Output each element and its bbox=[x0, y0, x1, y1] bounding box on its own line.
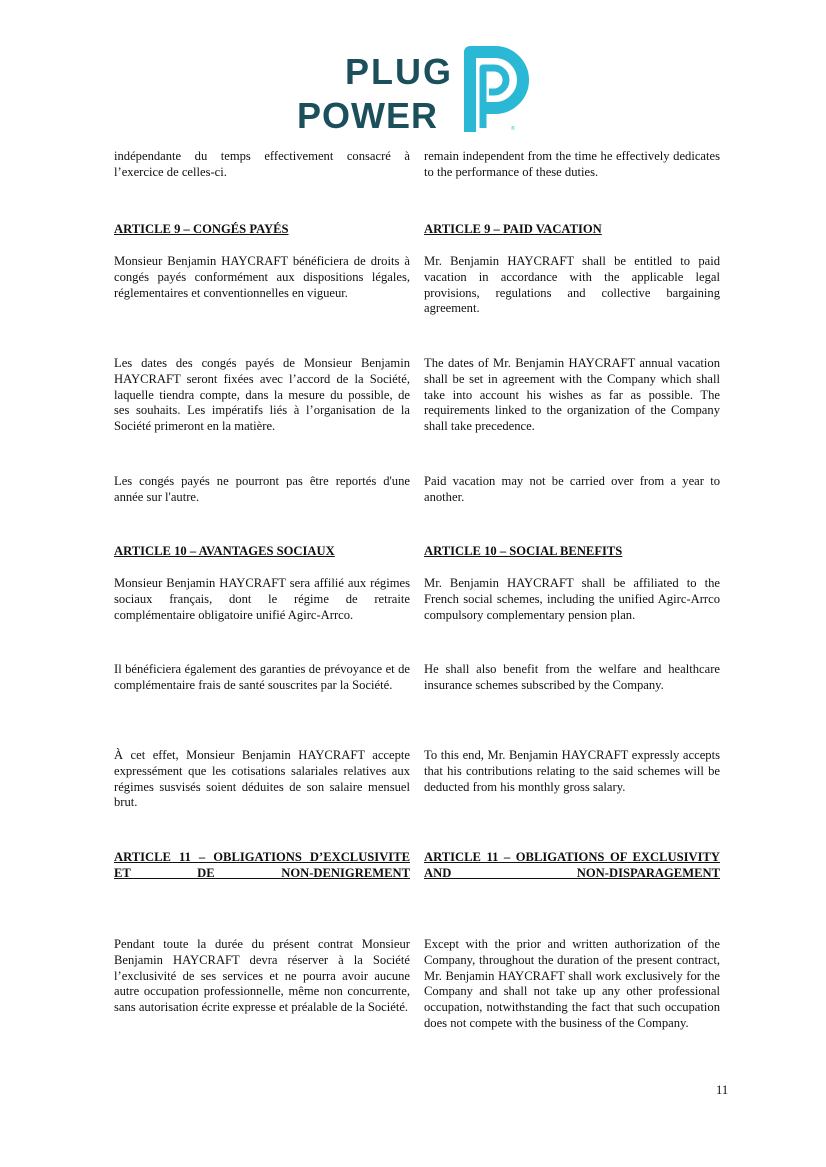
article-10-p1-fr: Monsieur Benjamin HAYCRAFT sera affilié aux régimes sociaux français, dont le régime de retraite complémentaire obligatoire unifié Agirc-Arrco. bbox=[114, 576, 410, 622]
article-11-heading-en: ARTICLE 11 – OBLIGATIONS OF EXCLUSIVITY AND NON-DISPARAGEMENT bbox=[424, 850, 720, 880]
article-11-p1-en: Except with the prior and written authorization of the Company, throughout the duration of the present contract, Mr. Benjamin HAYCRAFT shall work exclusively for the Company and shall not take up any other professional occupation, notwithstanding the fact that such occupation does not compete with the business of the Company. bbox=[424, 937, 720, 1030]
article-9-p1-en: Mr. Benjamin HAYCRAFT shall be entitled to paid vacation in accordance with the applicable legal provisions, regulations and collective bargaining agreement. bbox=[424, 254, 720, 316]
logo-text-line1: PLUG bbox=[345, 51, 454, 92]
intro-fr: indépendante du temps effectivement consacré à l’exercice de celles-ci. bbox=[114, 149, 410, 179]
article-9-p2-fr: Les dates des congés payés de Monsieur Benjamin HAYCRAFT seront fixées avec l’accord de la Société, laquelle tiendra compte, dans la mesure du possible, de ses souhaits. Les impératifs liés à l’organisation de la Société primeront en la matière. bbox=[114, 356, 410, 434]
article-9-p2-en: The dates of Mr. Benjamin HAYCRAFT annual vacation shall be set in agreement with the Company which shall take into account his wishes as far as possible. The requirements linked to the organization of the Company shall take precedence. bbox=[424, 356, 720, 434]
intro-en: remain independent from the time he effectively dedicates to the performance of these duties. bbox=[424, 149, 720, 179]
article-10-p3-fr: À cet effet, Monsieur Benjamin HAYCRAFT accepte expressément que les cotisations salariales relatives aux régimes susvisés soient déduites de son salaire mensuel brut. bbox=[114, 748, 410, 810]
plug-power-logo bbox=[295, 46, 535, 134]
article-10-p2-fr: Il bénéficiera également des garanties de prévoyance et de complémentaire frais de santé souscrites par la Société. bbox=[114, 662, 410, 692]
article-10-heading-en: ARTICLE 10 – SOCIAL BENEFITS bbox=[424, 544, 623, 558]
svg-text:®: ® bbox=[511, 126, 515, 132]
article-9-p3-fr: Les congés payés ne pourront pas être reportés d'une année sur l'autre. bbox=[114, 474, 410, 504]
plug-power-p-mark-icon bbox=[470, 52, 523, 132]
article-11-heading-fr: ARTICLE 11 – OBLIGATIONS D’EXCLUSIVITE ET DE NON-DENIGREMENT bbox=[114, 850, 410, 880]
article-11-p1-fr: Pendant toute la durée du présent contrat Monsieur Benjamin HAYCRAFT devra réserver à la Société l’exclusivité de ses services et ne pourra avoir aucune autre occupation professionnelle, même non concurrente, sans autorisation écrite expresse et préalable de la Société. bbox=[114, 937, 410, 1015]
article-10-heading-fr: ARTICLE 10 – AVANTAGES SOCIAUX bbox=[114, 544, 335, 558]
article-9-heading-fr: ARTICLE 9 – CONGÉS PAYÉS bbox=[114, 222, 289, 236]
article-9-p1-fr: Monsieur Benjamin HAYCRAFT bénéficiera de droits à congés payés conformément aux dispositions légales, réglementaires et conventionnelles en vigueur. bbox=[114, 254, 410, 300]
logo-text-line2: POWER bbox=[297, 95, 439, 134]
article-10-p3-en: To this end, Mr. Benjamin HAYCRAFT expressly accepts that his contributions relating to the said schemes will be deducted from his monthly gross salary. bbox=[424, 748, 720, 794]
article-10-p2-en: He shall also benefit from the welfare and healthcare insurance schemes subscribed by the Company. bbox=[424, 662, 720, 692]
plug-power-logo-graphic bbox=[295, 46, 535, 134]
article-10-p1-en: Mr. Benjamin HAYCRAFT shall be affiliated to the French social schemes, including the unified Agirc-Arrco compulsory complementary pension plan. bbox=[424, 576, 720, 622]
page-number: 11 bbox=[716, 1083, 729, 1097]
article-9-heading-en: ARTICLE 9 – PAID VACATION bbox=[424, 222, 602, 236]
article-9-p3-en: Paid vacation may not be carried over from a year to another. bbox=[424, 474, 720, 504]
